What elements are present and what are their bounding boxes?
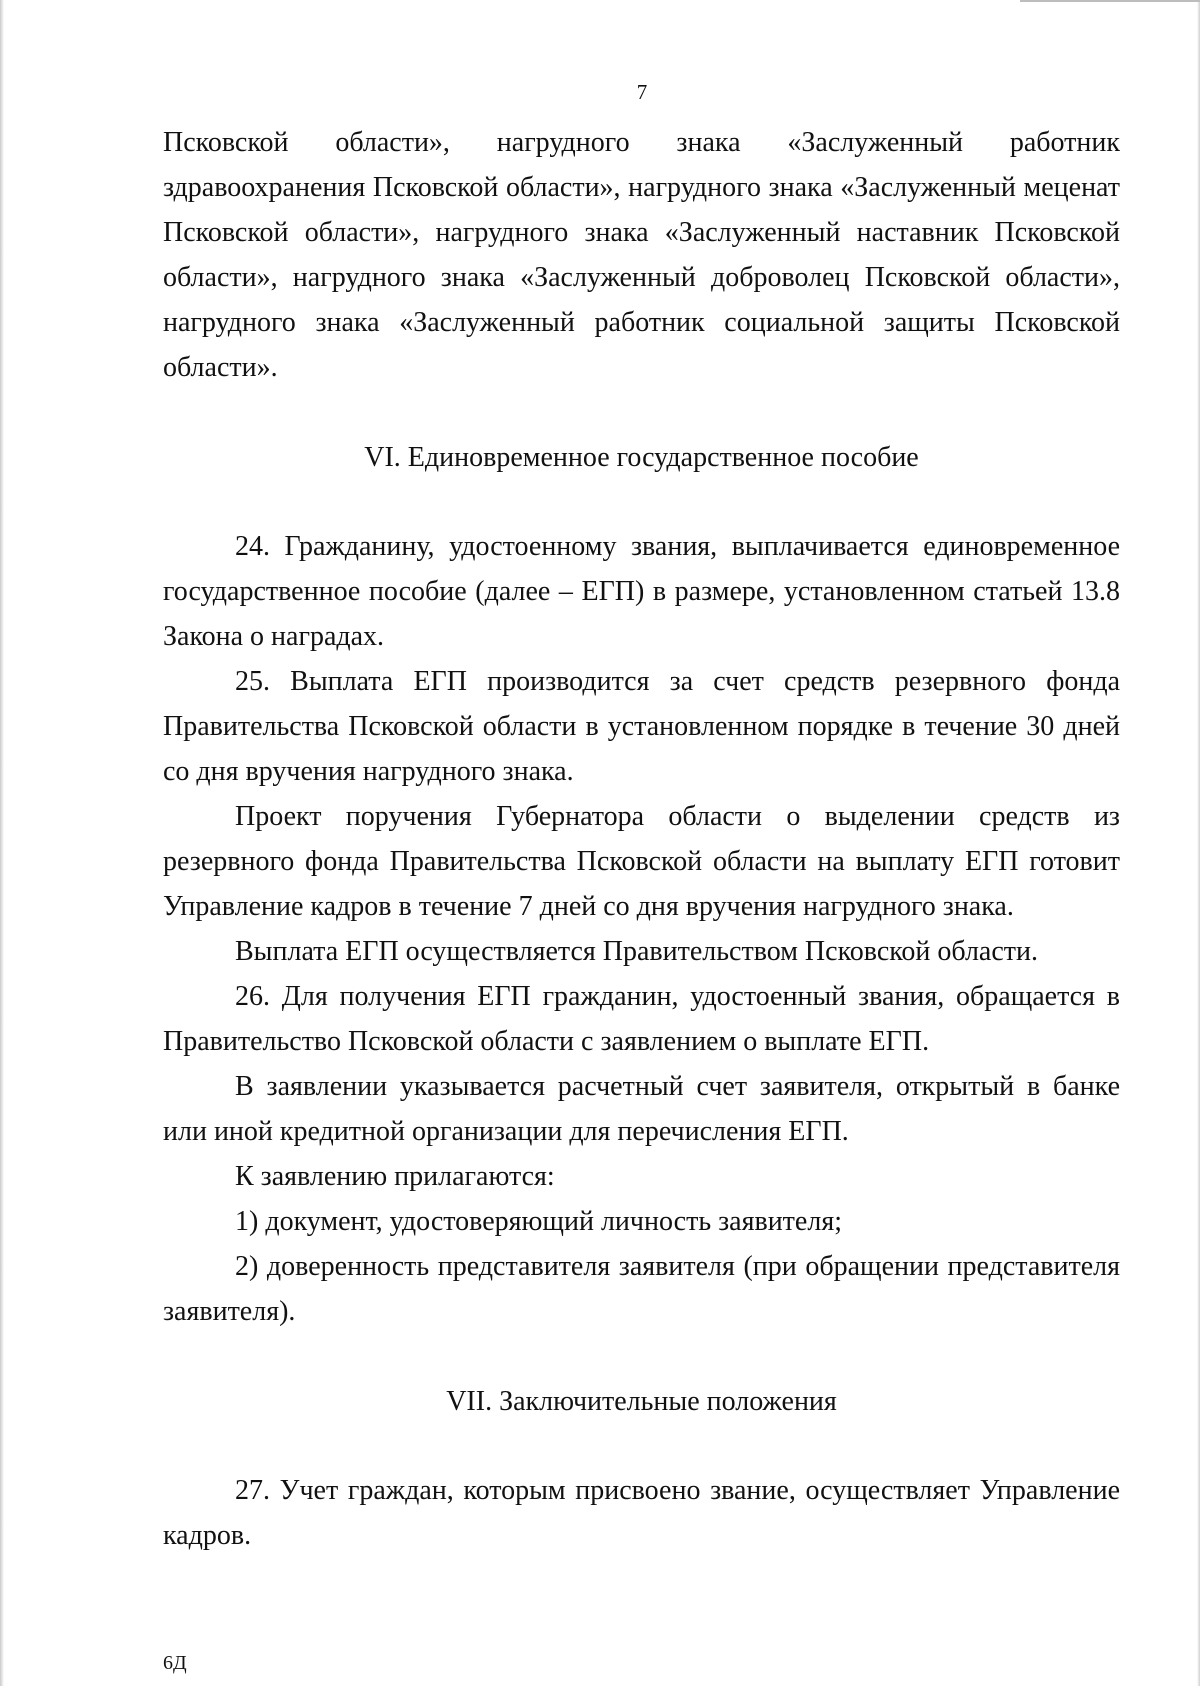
paragraph-26-attached: К заявлению прилагаются: — [235, 1161, 555, 1192]
paragraph-continued: Псковской области», нагрудного знака «Заслуженный работник здравоохранения Псковской области», нагрудного знака «Заслуженный меценат Псковской области», нагрудного знака «Заслуженный наставник Псковской области», нагрудного знака «Заслуженный доброволец Псковской области», нагрудного знака «Заслуженный работник социальной защиты Псковской области». — [163, 127, 1120, 383]
list-item-2: 2) доверенность представителя заявителя (при обращении представителя заявителя). — [163, 1251, 1120, 1327]
scan-edge-left — [0, 0, 4, 1686]
list-item-1: 1) документ, удостоверяющий личность заявителя; — [235, 1206, 842, 1237]
paragraph-25-payment: Выплата ЕГП осуществляется Правительством Псковской области. — [235, 936, 1039, 967]
paragraph-25: 25. Выплата ЕГП производится за счет средств резервного фонда Правительства Псковской области в установленном порядке в течение 30 дней со дня вручения нагрудного знака. — [163, 666, 1120, 787]
document-body — [163, 120, 1120, 1558]
section-heading-vii: VII. Заключительные положения — [446, 1386, 837, 1417]
paragraph-27: 27. Учет граждан, которым присвоено звание, осуществляет Управление кадров. — [163, 1475, 1120, 1551]
paragraph-26: 26. Для получения ЕГП гражданин, удостоенный звания, обращается в Правительство Псковской области с заявлением о выплате ЕГП. — [163, 981, 1120, 1057]
paragraph-25-project: Проект поручения Губернатора области о выделении средств из резервного фонда Правительства Псковской области на выплату ЕГП готовит Управление кадров в течение 7 дней со дня вручения нагрудного знака. — [163, 801, 1120, 922]
page-number: 7 — [636, 80, 648, 104]
footer-code: 6Д — [163, 1652, 187, 1674]
paragraph-24: 24. Гражданину, удостоенному звания, выплачивается единовременное государственное пособие (далее – ЕГП) в размере, установленном статьей 13.8 Закона о наградах. — [163, 531, 1120, 652]
section-heading-vi: VI. Единовременное государственное пособие — [364, 442, 919, 473]
paragraph-26-account: В заявлении указывается расчетный счет заявителя, открытый в банке или иной кредитной организации для перечисления ЕГП. — [163, 1071, 1120, 1147]
scan-top-line — [1020, 0, 1200, 2]
